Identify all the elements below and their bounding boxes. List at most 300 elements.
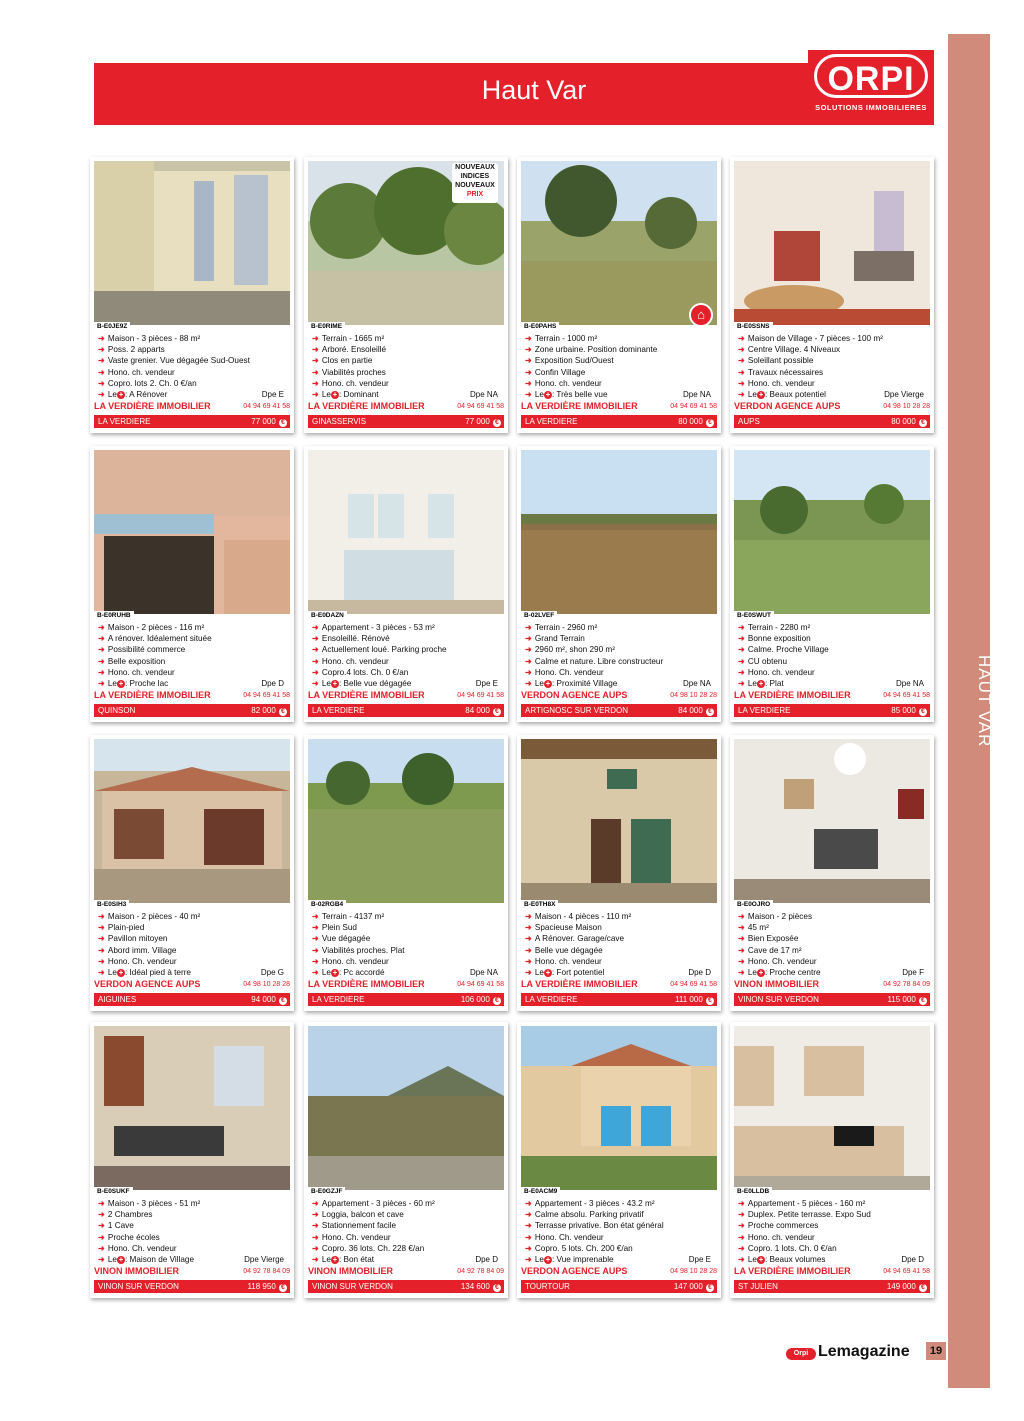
arrow-icon: ➜: [312, 656, 319, 666]
feature-item: [525, 644, 715, 655]
arrow-icon: ➜: [98, 1221, 105, 1231]
energy-rating: Dpe NA: [682, 389, 711, 399]
listing-card[interactable]: [90, 446, 294, 722]
energy-rating: Dpe E: [688, 1254, 711, 1264]
agency-name: VINON IMMOBILIER: [308, 1266, 393, 1276]
feature-item: [312, 644, 502, 655]
feature-item: [525, 1209, 715, 1220]
town-name: LA VERDIERE: [98, 417, 151, 426]
feature-item: [738, 378, 928, 389]
price-value: [461, 1281, 501, 1293]
listing-card[interactable]: [304, 735, 508, 1011]
feature-text: 2960 m², shon 290 m²: [534, 645, 615, 655]
feature-list: [98, 622, 288, 689]
feature-item: [738, 678, 928, 689]
feature-text: Hono. Ch. vendeur: [321, 1232, 391, 1242]
feature-item: [738, 633, 928, 644]
price-value: [465, 705, 501, 717]
town-name: LA VERDIERE: [312, 706, 365, 715]
town-name: TOURTOUR: [525, 1282, 570, 1291]
feature-text: Copro. 36 lots. Ch. 228 €/an: [321, 1243, 425, 1253]
feature-item: [98, 945, 288, 956]
feature-text: 45 m²: [747, 923, 769, 933]
euro-icon: €: [919, 1284, 927, 1292]
agency-phone[interactable]: 04 94 69 41 58: [670, 981, 717, 988]
plus-icon: +: [332, 678, 338, 688]
town-name: LA VERDIERE: [525, 417, 578, 426]
feature-item: [312, 1243, 502, 1254]
feature-item: [525, 1243, 715, 1254]
page-number: 19: [926, 1342, 946, 1360]
energy-rating: Dpe Vierge: [244, 1254, 284, 1264]
feature-text: Maison - 2 pièces - 116 m²: [107, 623, 205, 632]
listing-photo[interactable]: [734, 450, 930, 614]
arrow-icon: ➜: [98, 934, 105, 944]
feature-text: Arboré. Ensoleillé: [321, 345, 387, 355]
feature-text: Maison - 3 pièces - 51 m²: [107, 1199, 201, 1208]
arrow-icon: ➜: [98, 623, 105, 632]
agency-phone[interactable]: 04 94 69 41 58: [670, 403, 717, 410]
le-plus-label: Le: [321, 678, 331, 688]
arrow-icon: ➜: [312, 367, 319, 377]
agency-name: VINON IMMOBILIER: [94, 1266, 179, 1276]
arrow-icon: ➜: [312, 623, 319, 632]
agency-phone[interactable]: 04 94 69 41 58: [243, 403, 290, 410]
feature-item: [312, 367, 502, 378]
feature-item: [98, 1209, 288, 1220]
plus-icon: +: [545, 967, 551, 977]
arrow-icon: ➜: [525, 645, 532, 655]
listing-photo[interactable]: [521, 1026, 717, 1190]
feature-list: [738, 1198, 928, 1265]
feature-item: [98, 678, 288, 689]
feature-item: [98, 355, 288, 366]
price-value: [251, 416, 287, 428]
feature-item: [738, 956, 928, 967]
feature-list: [312, 333, 502, 400]
arrow-icon: ➜: [525, 956, 532, 966]
feature-text: : Maison de Village: [124, 1254, 195, 1264]
price-amount: 134 600: [460, 1282, 490, 1291]
logo-word: ORPI: [814, 54, 928, 98]
le-plus-label: Le: [321, 1254, 331, 1264]
arrow-icon: ➜: [312, 356, 319, 366]
listing-card[interactable]: [517, 735, 721, 1011]
price-bar: [308, 993, 504, 1006]
arrow-icon: ➜: [525, 1210, 532, 1220]
listing-card[interactable]: [304, 446, 508, 722]
euro-icon: €: [706, 419, 714, 427]
listing-card[interactable]: [90, 735, 294, 1011]
listing-card[interactable]: [90, 157, 294, 433]
feature-item: [312, 911, 502, 922]
agency-phone[interactable]: 04 94 69 41 58: [457, 981, 504, 988]
feature-text: : Plat: [764, 678, 784, 688]
arrow-icon: ➜: [738, 345, 745, 355]
price-bar: [521, 704, 717, 717]
listing-photo[interactable]: [521, 161, 717, 325]
feature-item: [312, 656, 502, 667]
arrow-icon: ➜: [738, 1232, 745, 1242]
listing-card[interactable]: [730, 735, 934, 1011]
energy-rating: Dpe D: [475, 1254, 498, 1264]
feature-item: [525, 378, 715, 389]
listing-reference: B-E0ACM9: [521, 1187, 560, 1196]
feature-list: [98, 1198, 288, 1265]
le-plus-label: Le: [534, 678, 544, 688]
listing-photo[interactable]: [308, 450, 504, 614]
price-bar: [94, 704, 290, 717]
price-value: [887, 1281, 927, 1293]
feature-item: [98, 378, 288, 389]
feature-text: Bien Exposée: [747, 934, 799, 944]
price-amount: 118 950: [247, 1282, 276, 1291]
agency-phone[interactable]: 04 92 78 84 09: [243, 1268, 290, 1275]
badge-text: PRIX: [466, 191, 484, 198]
agency-name: LA VERDIÈRE IMMOBILIER: [94, 690, 211, 700]
price-amount: 84 000: [465, 706, 490, 715]
feature-item: [738, 1198, 928, 1209]
agency-phone[interactable]: 04 98 10 28 28: [243, 981, 290, 988]
arrow-icon: ➜: [98, 367, 105, 377]
feature-item: [738, 644, 928, 655]
energy-rating: Dpe NA: [469, 389, 498, 399]
agency-phone[interactable]: 04 92 78 84 09: [883, 981, 930, 988]
feature-list: [98, 911, 288, 978]
arrow-icon: ➜: [738, 967, 745, 977]
feature-text: Viabilités proches. Plat: [321, 945, 405, 955]
footer-logo: Orpi: [786, 1348, 816, 1360]
feature-text: Exposition Sud/Ouest: [534, 356, 614, 366]
euro-icon: €: [493, 419, 501, 427]
listing-reference: B-E0GZJF: [308, 1187, 345, 1196]
arrow-icon: ➜: [98, 1243, 105, 1253]
arrow-icon: ➜: [738, 1210, 745, 1220]
arrow-icon: ➜: [738, 1243, 745, 1253]
agency-phone[interactable]: 04 94 69 41 58: [883, 1268, 930, 1275]
feature-text: Hono. ch. vendeur: [747, 1232, 815, 1242]
price-value: [891, 416, 927, 428]
le-plus-label: Le: [321, 967, 331, 977]
feature-text: Ensoleillé. Rénové: [321, 634, 390, 644]
plus-icon: +: [332, 389, 338, 399]
arrow-icon: ➜: [738, 956, 745, 966]
price-amount: 80 000: [891, 417, 916, 426]
arrow-icon: ➜: [525, 656, 532, 666]
price-value: [678, 416, 714, 428]
arrow-icon: ➜: [312, 378, 319, 388]
arrow-icon: ➜: [98, 945, 105, 955]
home-heart-icon: ⌂: [689, 303, 713, 327]
agency-phone[interactable]: 04 98 10 28 28: [670, 692, 717, 699]
feature-text: Terrain - 2280 m²: [747, 623, 811, 632]
agency-name: LA VERDIÈRE IMMOBILIER: [308, 401, 425, 411]
energy-rating: Dpe E: [475, 678, 498, 688]
agency-phone[interactable]: 04 98 10 28 28: [670, 1268, 717, 1275]
feature-list: [525, 1198, 715, 1265]
agency-phone[interactable]: 04 94 69 41 58: [457, 692, 504, 699]
logo-tagline: SOLUTIONS IMMOBILIERES: [815, 103, 927, 112]
arrow-icon: ➜: [525, 334, 532, 343]
feature-text: Appartement - 5 pièces - 160 m²: [747, 1199, 866, 1208]
arrow-icon: ➜: [98, 967, 105, 977]
town-name: AIGUINES: [98, 995, 137, 1004]
listing-reference: B-E0SWUT: [734, 611, 774, 620]
arrow-icon: ➜: [312, 1232, 319, 1242]
feature-item: [738, 1232, 928, 1243]
feature-text: Maison de Village - 7 pièces - 100 m²: [747, 334, 883, 343]
le-plus-label: Le: [534, 389, 544, 399]
feature-text: CU obtenu: [747, 656, 788, 666]
arrow-icon: ➜: [525, 1254, 532, 1264]
listing-photo[interactable]: [308, 739, 504, 903]
listing-reference: B-E0SUKF: [94, 1187, 133, 1196]
feature-item: [738, 333, 928, 344]
listing-photo[interactable]: [94, 161, 290, 325]
listing-reference: B-E0SIH3: [94, 900, 129, 909]
town-name: GINASSERVIS: [312, 417, 367, 426]
agency-phone[interactable]: 04 94 69 41 58: [243, 692, 290, 699]
listing-reference: B-02RGB4: [308, 900, 346, 909]
price-amount: 147 000: [673, 1282, 703, 1291]
listing-photo[interactable]: [94, 1026, 290, 1190]
energy-rating: Dpe F: [902, 967, 924, 977]
feature-text: Calme et nature. Libre constructeur: [534, 656, 664, 666]
price-bar: [94, 415, 290, 428]
feature-text: : Idéal pied à terre: [124, 967, 191, 977]
feature-item: [312, 1254, 502, 1265]
arrow-icon: ➜: [98, 1232, 105, 1242]
arrow-icon: ➜: [98, 678, 105, 688]
arrow-icon: ➜: [738, 923, 745, 933]
plus-icon: +: [332, 1254, 338, 1264]
price-bar: [521, 415, 717, 428]
feature-item: [738, 933, 928, 944]
energy-rating: Dpe D: [261, 678, 284, 688]
arrow-icon: ➜: [525, 667, 532, 677]
price-amount: 85 000: [891, 706, 916, 715]
price-value: [465, 416, 501, 428]
feature-text: : Fort potentiel: [551, 967, 605, 977]
feature-text: : Vue imprenable: [551, 1254, 614, 1264]
arrow-icon: ➜: [525, 389, 532, 399]
arrow-icon: ➜: [525, 1199, 532, 1208]
feature-item: [98, 367, 288, 378]
listing-reference: B-E0JE9Z: [94, 322, 130, 331]
price-amount: 115 000: [887, 995, 916, 1004]
feature-item: [312, 1198, 502, 1209]
arrow-icon: ➜: [738, 389, 745, 399]
euro-icon: €: [493, 708, 501, 716]
listing-card[interactable]: [517, 1022, 721, 1298]
feature-list: [525, 622, 715, 689]
le-plus-label: Le: [747, 389, 757, 399]
listing-card[interactable]: [304, 157, 508, 433]
price-bar: [734, 993, 930, 1006]
price-bar: [94, 993, 290, 1006]
listing-card[interactable]: [90, 1022, 294, 1298]
feature-text: Pavillon mitoyen: [107, 934, 168, 944]
listing-card[interactable]: [730, 1022, 934, 1298]
arrow-icon: ➜: [312, 912, 319, 921]
feature-text: Confin Village: [534, 367, 586, 377]
arrow-icon: ➜: [738, 623, 745, 632]
feature-text: Terrain - 4137 m²: [321, 912, 385, 921]
badge-text: INDICES: [460, 173, 490, 180]
orpi-logo: [808, 50, 934, 124]
feature-text: Copro. 1 lots. Ch. 0 €/an: [747, 1243, 837, 1253]
feature-text: Calme. Proche Village: [747, 645, 829, 655]
feature-item: [738, 667, 928, 678]
arrow-icon: ➜: [525, 356, 532, 366]
feature-item: [98, 933, 288, 944]
feature-text: : Bon état: [338, 1254, 375, 1264]
feature-item: [312, 344, 502, 355]
feature-item: [525, 956, 715, 967]
feature-text: Vaste grenier. Vue dégagée Sud-Ouest: [107, 356, 250, 366]
arrow-icon: ➜: [98, 956, 105, 966]
town-name: ARTIGNOSC SUR VERDON: [525, 706, 628, 715]
price-bar: [308, 704, 504, 717]
feature-item: [312, 333, 502, 344]
agency-phone[interactable]: 04 94 69 41 58: [883, 692, 930, 699]
listing-photo[interactable]: [521, 739, 717, 903]
feature-text: Proche écoles: [107, 1232, 160, 1242]
feature-list: [738, 333, 928, 400]
town-name: LA VERDIERE: [312, 995, 365, 1004]
listing-card[interactable]: [517, 446, 721, 722]
feature-item: [738, 1209, 928, 1220]
arrow-icon: ➜: [525, 934, 532, 944]
price-bar: [521, 1280, 717, 1293]
feature-text: A rénover. Idéalement située: [107, 634, 212, 644]
feature-item: [98, 1220, 288, 1231]
arrow-icon: ➜: [98, 1199, 105, 1208]
price-amount: 80 000: [678, 417, 703, 426]
plus-icon: +: [118, 678, 124, 688]
listing-photo[interactable]: [521, 450, 717, 614]
listing-photo[interactable]: [734, 739, 930, 903]
arrow-icon: ➜: [98, 912, 105, 921]
feature-text: : Proche centre: [764, 967, 821, 977]
feature-text: Actuellement loué. Parking proche: [321, 645, 447, 655]
feature-item: [525, 367, 715, 378]
feature-item: [525, 344, 715, 355]
price-amount: 94 000: [251, 995, 276, 1004]
feature-item: [98, 344, 288, 355]
arrow-icon: ➜: [525, 912, 532, 921]
feature-item: [525, 945, 715, 956]
price-amount: 77 000: [251, 417, 276, 426]
feature-text: Clos en partie: [321, 356, 373, 366]
feature-text: : Très belle vue: [551, 389, 608, 399]
feature-item: [738, 945, 928, 956]
listing-card[interactable]: [304, 1022, 508, 1298]
feature-item: [312, 678, 502, 689]
plus-icon: +: [758, 967, 764, 977]
listing-photo[interactable]: [308, 1026, 504, 1190]
feature-text: Hono. ch. vendeur: [534, 378, 602, 388]
feature-item: [98, 967, 288, 978]
feature-text: Proche commerces: [747, 1221, 819, 1231]
agency-name: LA VERDIÈRE IMMOBILIER: [521, 401, 638, 411]
euro-icon: €: [706, 1284, 714, 1292]
feature-item: [525, 633, 715, 644]
arrow-icon: ➜: [312, 923, 319, 933]
feature-item: [525, 667, 715, 678]
agency-phone[interactable]: 04 94 69 41 58: [457, 403, 504, 410]
listing-photo[interactable]: [734, 1026, 930, 1190]
listing-photo[interactable]: [94, 739, 290, 903]
feature-text: Hono. ch. vendeur: [321, 956, 389, 966]
arrow-icon: ➜: [312, 667, 319, 677]
feature-text: : Belle vue dégagée: [338, 678, 412, 688]
feature-text: : Beaux potentiel: [764, 389, 826, 399]
feature-text: Terrain - 2960 m²: [534, 623, 598, 632]
arrow-icon: ➜: [312, 967, 319, 977]
arrow-icon: ➜: [312, 345, 319, 355]
section-side-label: HAUT VAR: [975, 655, 994, 748]
town-name: VINON SUR VERDON: [312, 1282, 393, 1291]
euro-icon: €: [919, 708, 927, 716]
feature-item: [525, 911, 715, 922]
feature-text: Copro. lots 2. Ch. 0 €/an: [107, 378, 197, 388]
agency-name: LA VERDIÈRE IMMOBILIER: [734, 1266, 851, 1276]
feature-text: Belle vue dégagée: [534, 945, 603, 955]
euro-icon: €: [279, 997, 287, 1005]
listing-card[interactable]: [517, 157, 721, 433]
listing-reference: B-E0DAZN: [308, 611, 347, 620]
feature-item: [738, 622, 928, 633]
plus-icon: +: [545, 678, 551, 688]
feature-item: [98, 622, 288, 633]
listing-reference: B-E0TH8X: [521, 900, 558, 909]
listing-card[interactable]: [730, 157, 934, 433]
agency-name: LA VERDIÈRE IMMOBILIER: [521, 979, 638, 989]
arrow-icon: ➜: [98, 378, 105, 388]
feature-item: [312, 389, 502, 400]
le-plus-label: Le: [747, 678, 757, 688]
feature-item: [738, 367, 928, 378]
euro-icon: €: [706, 997, 714, 1005]
listing-reference: B-E0LLDB: [734, 1187, 772, 1196]
listing-photo[interactable]: [734, 161, 930, 325]
arrow-icon: ➜: [525, 678, 532, 688]
feature-text: Soleillant possible: [747, 356, 814, 366]
agency-phone[interactable]: 04 92 78 84 09: [457, 1268, 504, 1275]
feature-item: [738, 911, 928, 922]
le-plus-label: Le: [747, 967, 757, 977]
listing-photo[interactable]: [94, 450, 290, 614]
price-amount: 106 000: [460, 995, 490, 1004]
agency-phone[interactable]: 04 98 10 28 28: [883, 403, 930, 410]
feature-item: [738, 1254, 928, 1265]
feature-list: [525, 333, 715, 400]
energy-rating: Dpe D: [901, 1254, 924, 1264]
feature-item: [312, 956, 502, 967]
price-bar: [308, 1280, 504, 1293]
feature-list: [312, 1198, 502, 1265]
price-amount: 84 000: [678, 706, 703, 715]
listing-card[interactable]: [730, 446, 934, 722]
new-price-badge: [452, 163, 498, 203]
feature-item: [738, 967, 928, 978]
feature-item: [738, 355, 928, 366]
euro-icon: €: [279, 419, 287, 427]
feature-text: Maison - 2 pièces - 40 m²: [107, 912, 201, 921]
feature-item: [98, 644, 288, 655]
le-plus-label: Le: [107, 389, 117, 399]
